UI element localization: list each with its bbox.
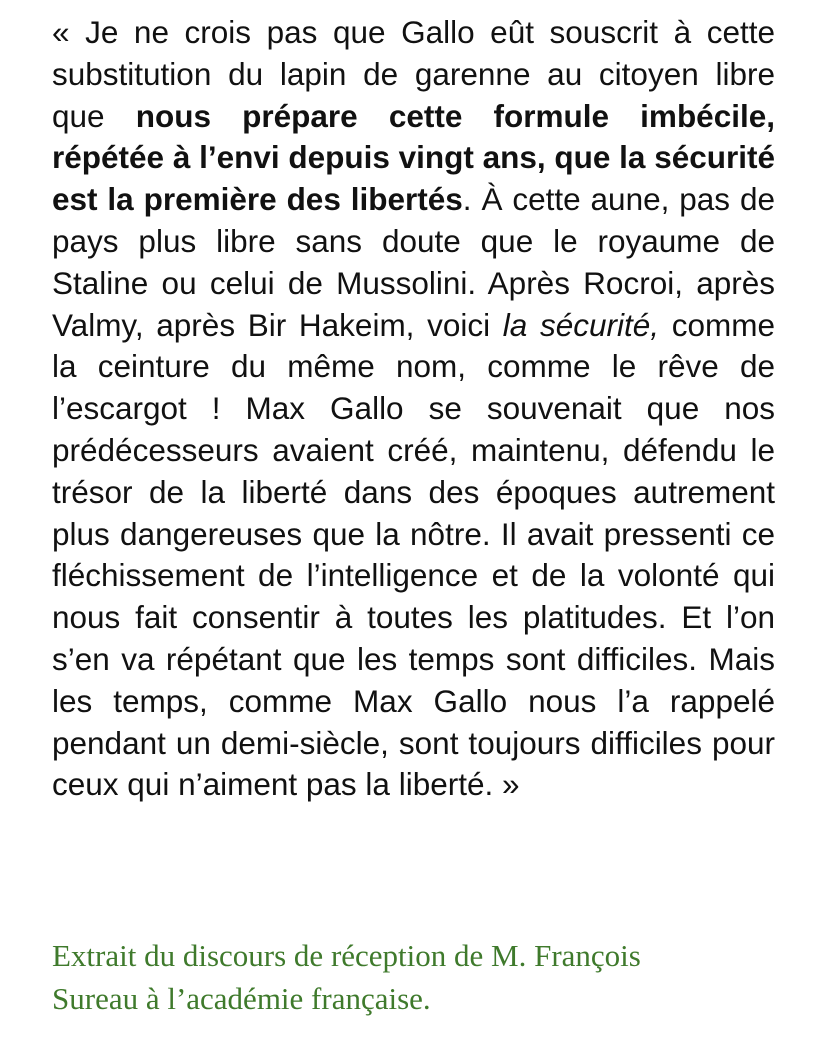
quote-bold-text: nous prépare cette formule imbécile, répétée à l’envi depuis vingt ans, que la sécurité est la première des libertés	[52, 97, 776, 218]
quote-text-part-3: comme la ceinture du même nom, comme le rêve de l’escargot ! Max Gallo se souvenait que nos prédécesseurs avaient créé, maintenu, défendu le trésor de la liberté dans des époques autrement plus dangereuses que la nôtre. Il avait pressenti ce fléchissement de l’intelligence et de la volonté qui nous fait consentir à toutes les platitudes. Et l’on s’en va répétant que les temps sont difficiles. Mais les temps, comme Max Gallo nous l’a rappelé pendant un demi-siècle, sont toujours difficiles pour ceux qui n’aiment pas la liberté. »	[52, 306, 775, 803]
quote-italic-text: la sécurité,	[502, 306, 660, 343]
quote-text-part-2: . À cette aune, pas de pays plus libre sans doute que le royaume de Staline ou celui de Mussolini. Après Rocroi, après Valmy, après Bir Hakeim, voici	[52, 181, 775, 343]
quote-text-part-1: « Je ne crois pas que Gallo eût souscrit à cette substitution du lapin de garenne au citoyen libre que	[52, 14, 775, 134]
caption-line-2: Sureau à l’académie française.	[52, 981, 431, 1016]
quote-paragraph	[52, 12, 775, 806]
source-caption	[52, 934, 792, 1020]
caption-line-1: Extrait du discours de réception de M. François	[52, 938, 641, 973]
